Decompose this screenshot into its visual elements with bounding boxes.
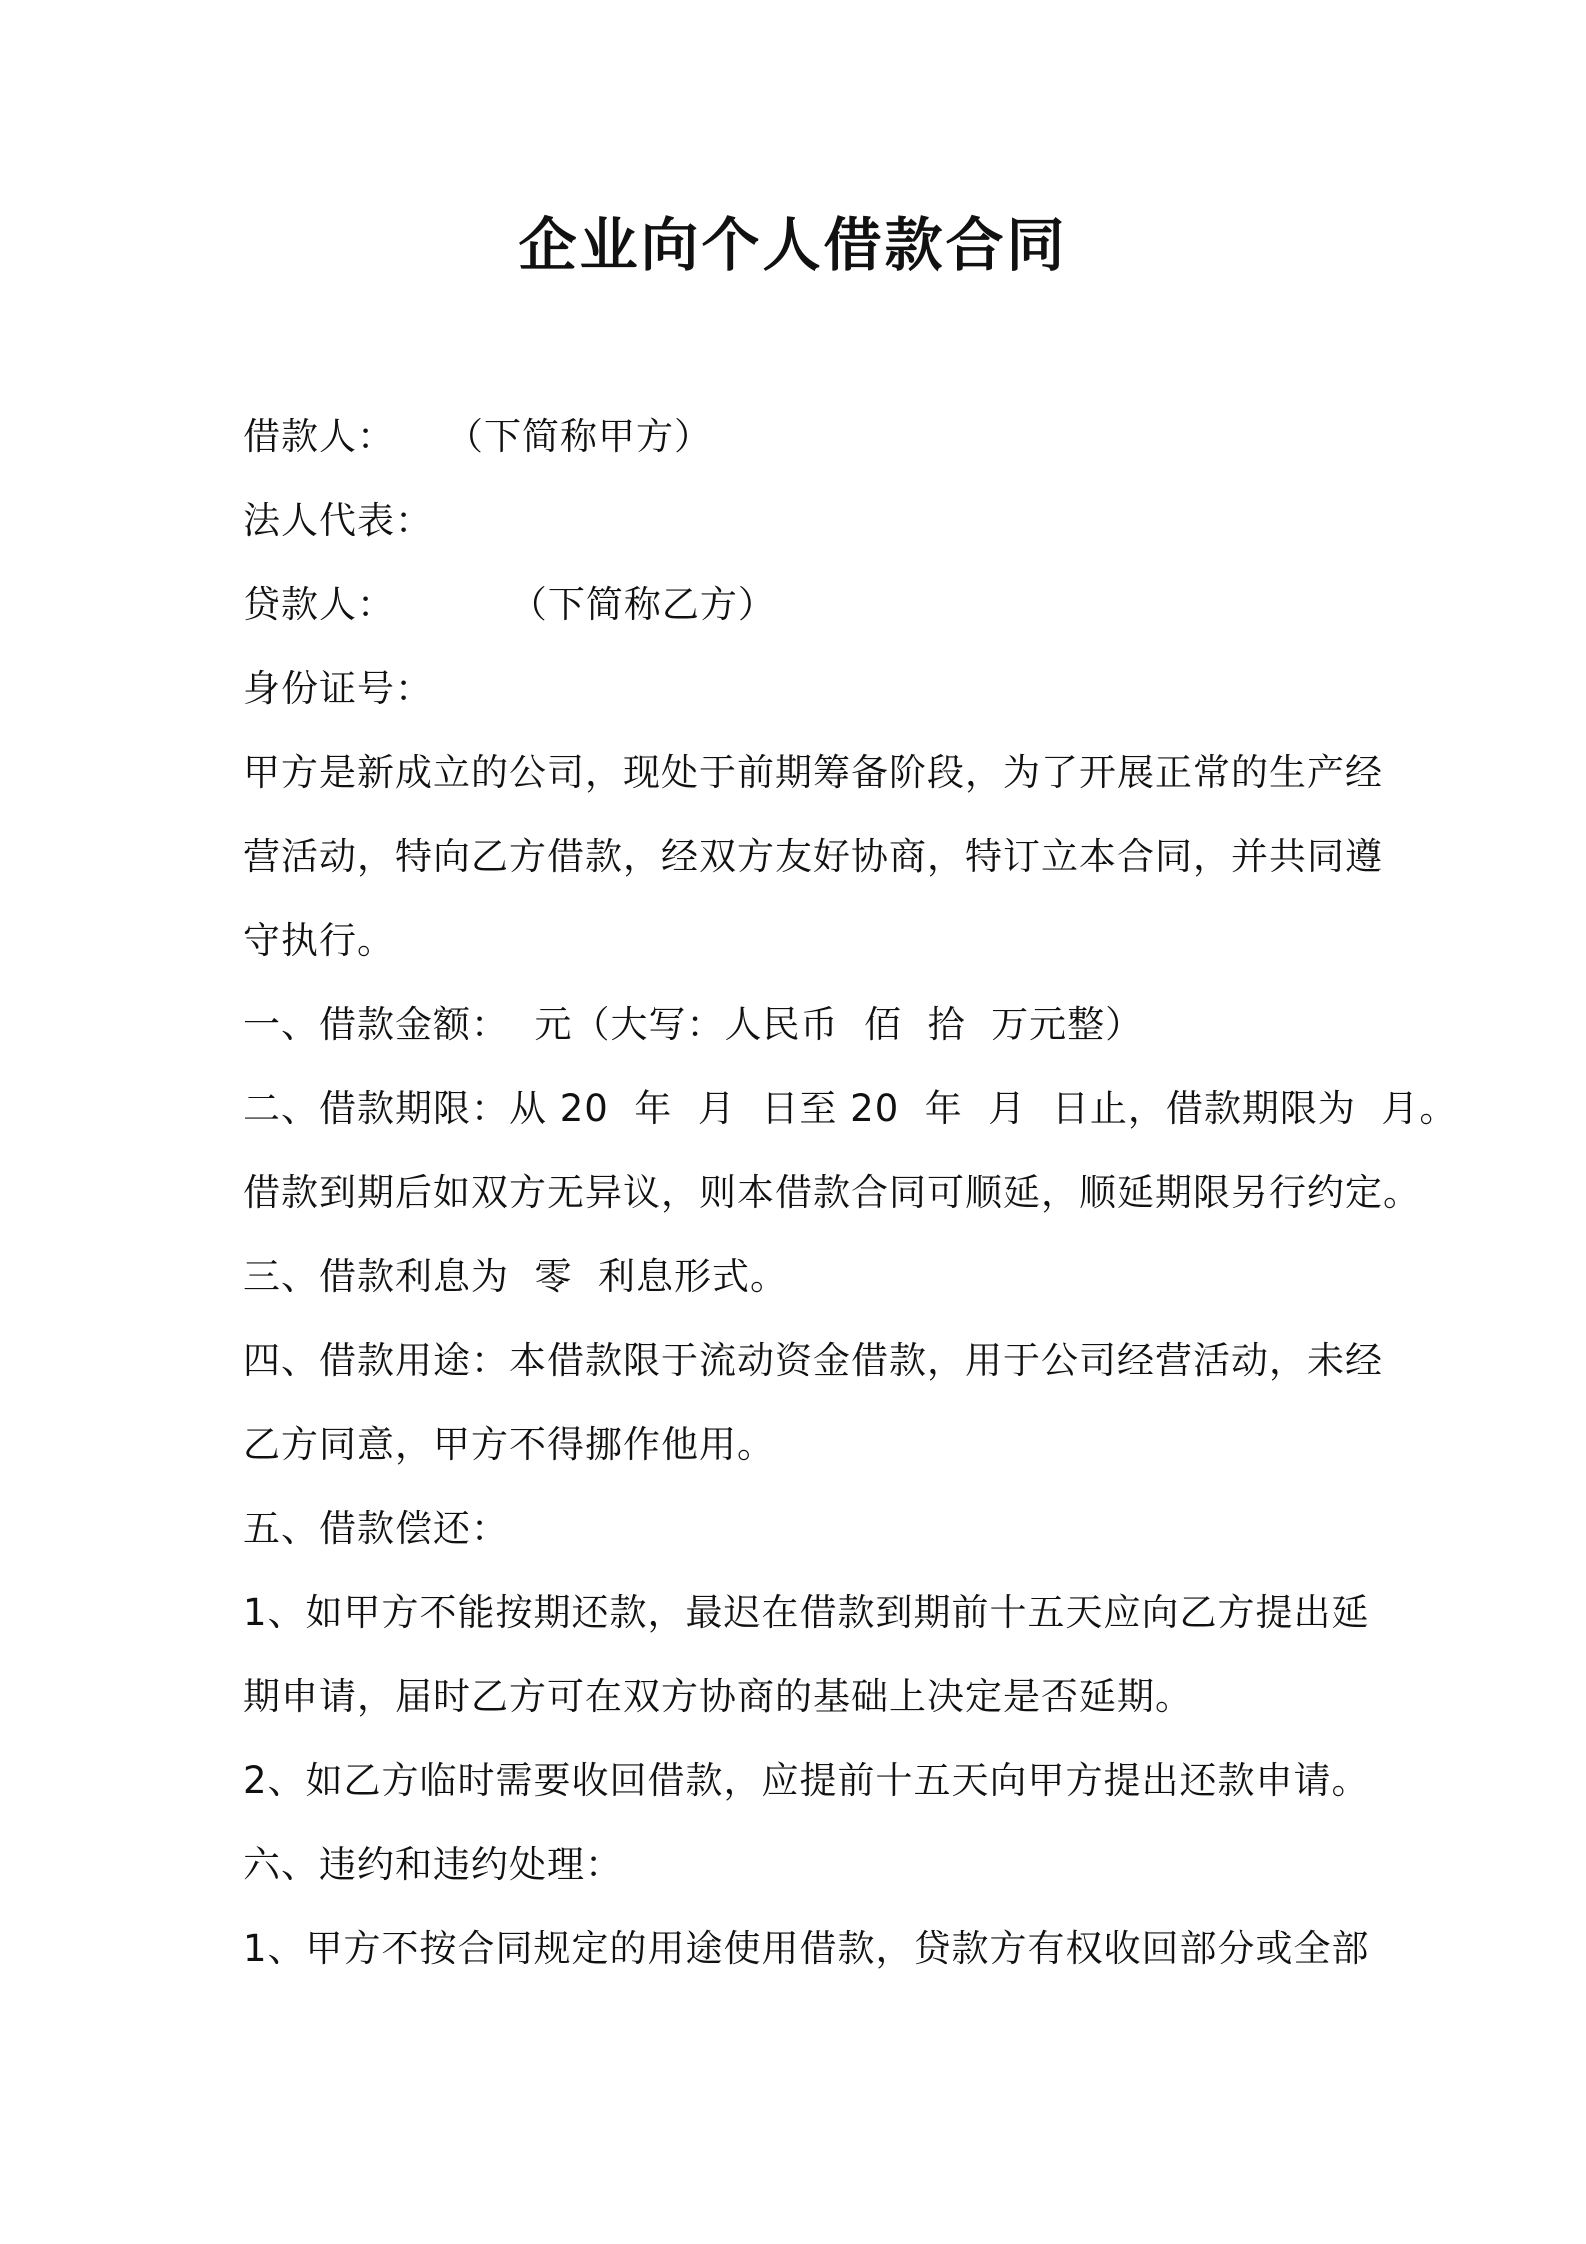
clause-2-extension: 借款到期后如双方无异议，则本借款合同可顺延，顺延期限另行约定。 — [243, 1171, 1421, 1214]
id-number-line: 身份证号： — [243, 667, 433, 710]
clause-4-purpose-line-2: 乙方同意，甲方不得挪作他用。 — [243, 1423, 775, 1466]
clause-6-heading: 六、违约和违约处理： — [243, 1843, 623, 1886]
legal-representative-line: 法人代表： — [243, 499, 433, 542]
document-title: 企业向个人借款合同 — [518, 211, 1068, 279]
preamble-line-3: 守执行。 — [243, 919, 395, 962]
clause-3-interest: 三、借款利息为 零 利息形式。 — [243, 1255, 789, 1298]
clause-5-heading: 五、借款偿还： — [243, 1507, 509, 1550]
clause-5-item-1-line-2: 期申请，届时乙方可在双方协商的基础上决定是否延期。 — [243, 1675, 1193, 1718]
borrower-line: 借款人： （下简称甲方） — [243, 415, 713, 458]
preamble-line-1: 甲方是新成立的公司，现处于前期筹备阶段，为了开展正常的生产经 — [243, 751, 1383, 794]
preamble-line-2: 营活动，特向乙方借款，经双方友好协商，特订立本合同，并共同遵 — [243, 835, 1383, 878]
clause-1-amount: 一、借款金额： 元（大写：人民币 佰 拾 万元整） — [243, 1003, 1144, 1046]
clause-2-term: 二、借款期限：从 20 年 月 日至 20 年 月 日止，借款期限为 月。 — [243, 1087, 1458, 1130]
lender-line: 贷款人： （下简称乙方） — [243, 583, 776, 626]
clause-6-item-1: 1、甲方不按合同规定的用途使用借款，贷款方有权收回部分或全部 — [243, 1927, 1370, 1970]
clause-5-item-1-line-1: 1、如甲方不能按期还款，最迟在借款到期前十五天应向乙方提出延 — [243, 1591, 1370, 1634]
clause-5-item-2: 2、如乙方临时需要收回借款，应提前十五天向甲方提出还款申请。 — [243, 1759, 1370, 1802]
clause-4-purpose-line-1: 四、借款用途：本借款限于流动资金借款，用于公司经营活动，未经 — [243, 1339, 1383, 1382]
document-body — [243, 395, 1458, 1991]
